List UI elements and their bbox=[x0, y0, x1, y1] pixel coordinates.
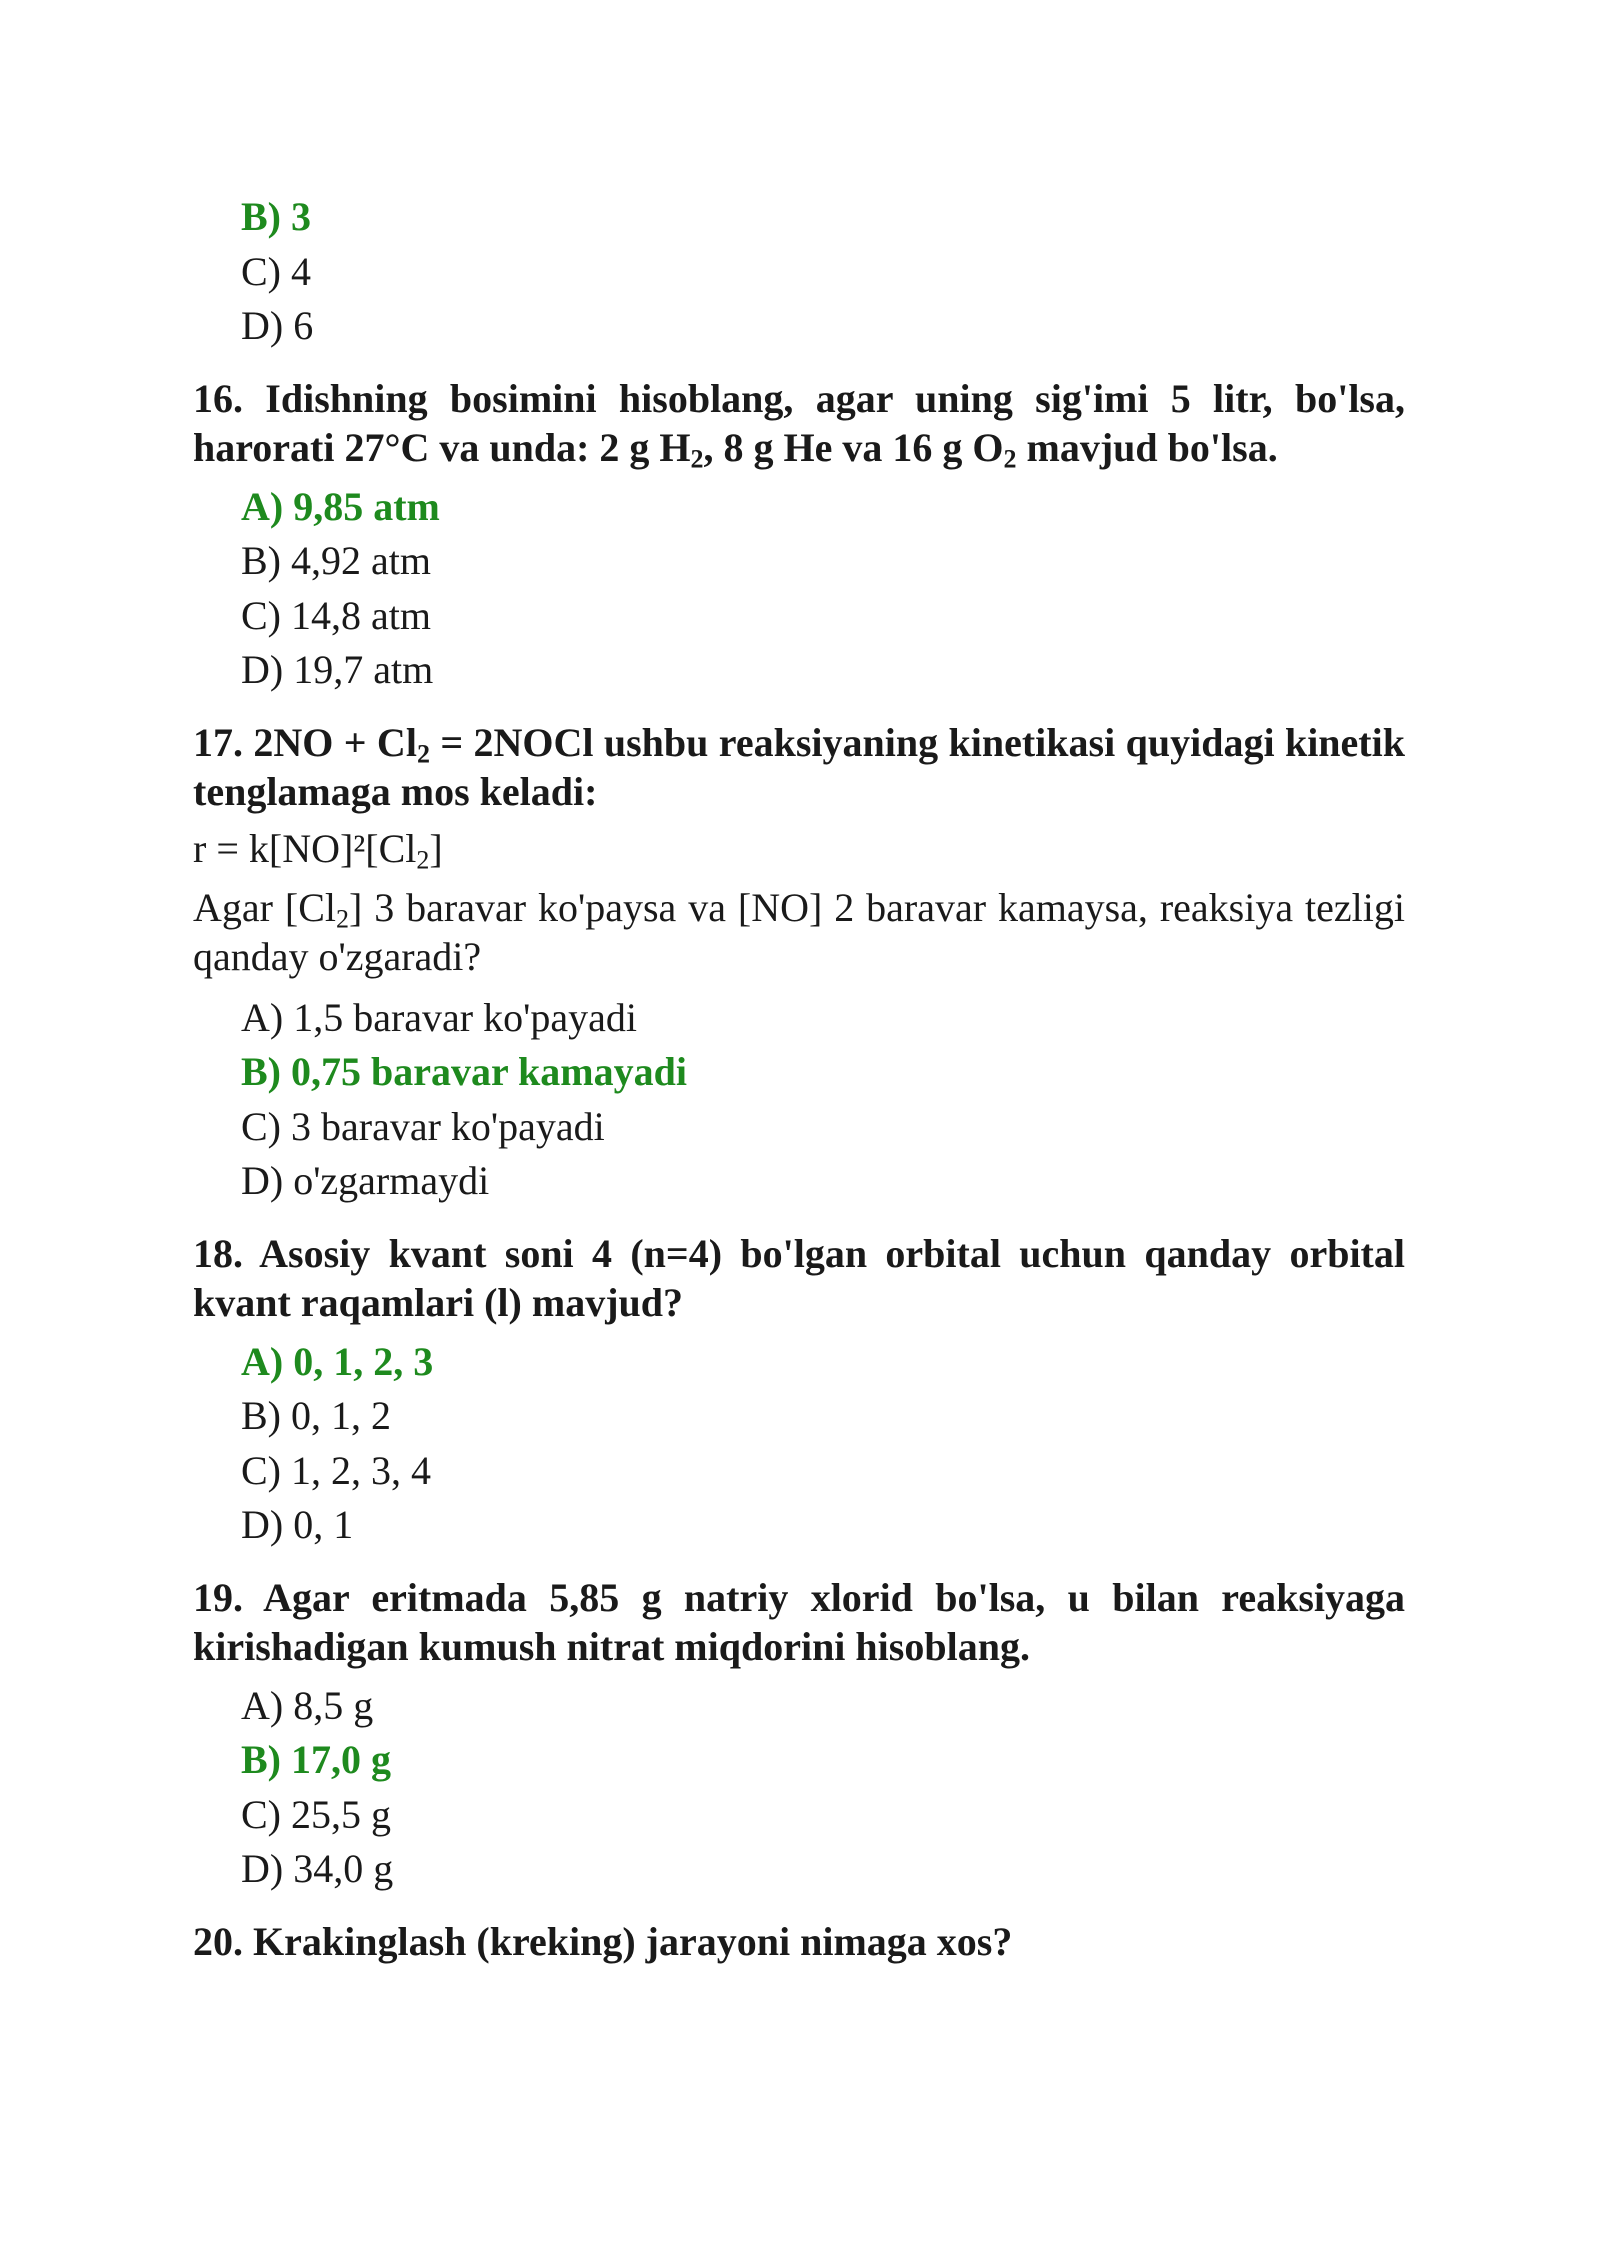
question-15-options bbox=[193, 190, 1405, 354]
q18-option-c: C) 1, 2, 3, 4 bbox=[241, 1447, 431, 1493]
q18-option-b: B) 0, 1, 2 bbox=[241, 1393, 391, 1438]
q16-option-d: D) 19,7 atm bbox=[241, 647, 434, 692]
q16-option-c: C) 14,8 atm bbox=[241, 592, 431, 638]
q15-option-d: D) 6 bbox=[241, 303, 314, 348]
question-17-options bbox=[193, 991, 1405, 1209]
q16-option-a: A) 9,85 atm bbox=[241, 483, 440, 529]
q17-rate-part1: r = k[NO]²[Cl bbox=[193, 825, 417, 871]
question-16-options bbox=[193, 480, 1405, 698]
q17-cond-part1: Agar [Cl bbox=[193, 884, 336, 930]
q16-stem-part2: , 8 g He va 16 g O bbox=[703, 424, 1004, 470]
q15-option-b: B) 3 bbox=[241, 194, 311, 239]
q18-option-a: A) 0, 1, 2, 3 bbox=[241, 1338, 434, 1384]
q17-option-a: A) 1,5 baravar ko'payadi bbox=[241, 994, 637, 1040]
q17-condition bbox=[193, 883, 1405, 981]
q17-option-c: C) 3 baravar ko'payadi bbox=[241, 1103, 605, 1149]
q16-option-b: B) 4,92 atm bbox=[241, 538, 431, 583]
q17-option-d: D) o'zgarmaydi bbox=[241, 1158, 490, 1203]
q16-stem-part1: 16. Idishning bosimini hisoblang, agar uning sig'imi 5 litr, bo'lsa, harorati 27°C va unda: 2 g H bbox=[193, 375, 1405, 470]
q17-rate-part2: ] bbox=[429, 825, 443, 871]
q17-rate-equation bbox=[193, 824, 1405, 873]
q16-stem-part3: mavjud bo'lsa. bbox=[1016, 424, 1278, 470]
page-content bbox=[193, 190, 1405, 1974]
question-17 bbox=[193, 718, 1405, 816]
q17-rate-sub: 2 bbox=[416, 845, 430, 874]
q19-option-d: D) 34,0 g bbox=[241, 1846, 394, 1891]
question-19: 19. Agar eritmada 5,85 g natriy xlorid bo'lsa, u bilan reaksiyaga kirishadigan kumush nitrat miqdorini hisoblang. bbox=[193, 1574, 1405, 1669]
q19-option-a: A) 8,5 g bbox=[241, 1682, 374, 1728]
question-18: 18. Asosiy kvant soni 4 (n=4) bo'lgan orbital uchun qanday orbital kvant raqamlari (l) mavjud? bbox=[193, 1230, 1405, 1325]
q17-stem-part1: 17. 2NO + Cl bbox=[193, 719, 417, 765]
q17-cond-part2: ] 3 baravar ko'paysa va [NO] 2 baravar kamaysa, reaksiya tezligi qanday o'zgaradi? bbox=[193, 884, 1405, 979]
q17-cond-sub: 2 bbox=[336, 904, 349, 933]
q15-option-c: C) 4 bbox=[241, 248, 311, 294]
q16-sub-h: 2 bbox=[690, 444, 704, 473]
q17-stem-part2: = 2NOCl ushbu reaksiyaning kinetikasi quyidagi kinetik tenglamaga mos keladi: bbox=[193, 719, 1405, 814]
q17-option-b: B) 0,75 baravar kamayadi bbox=[241, 1049, 687, 1094]
q19-option-c: C) 25,5 g bbox=[241, 1791, 391, 1837]
question-19-options bbox=[193, 1679, 1405, 1897]
q19-option-b: B) 17,0 g bbox=[241, 1737, 391, 1782]
q18-option-d: D) 0, 1 bbox=[241, 1502, 354, 1547]
q17-sub-cl: 2 bbox=[416, 739, 430, 768]
question-18-options bbox=[193, 1335, 1405, 1553]
question-20: 20. Krakinglash (kreking) jarayoni nimaga xos? bbox=[193, 1918, 1013, 1964]
q16-sub-o: 2 bbox=[1003, 444, 1017, 473]
question-16 bbox=[193, 374, 1405, 472]
